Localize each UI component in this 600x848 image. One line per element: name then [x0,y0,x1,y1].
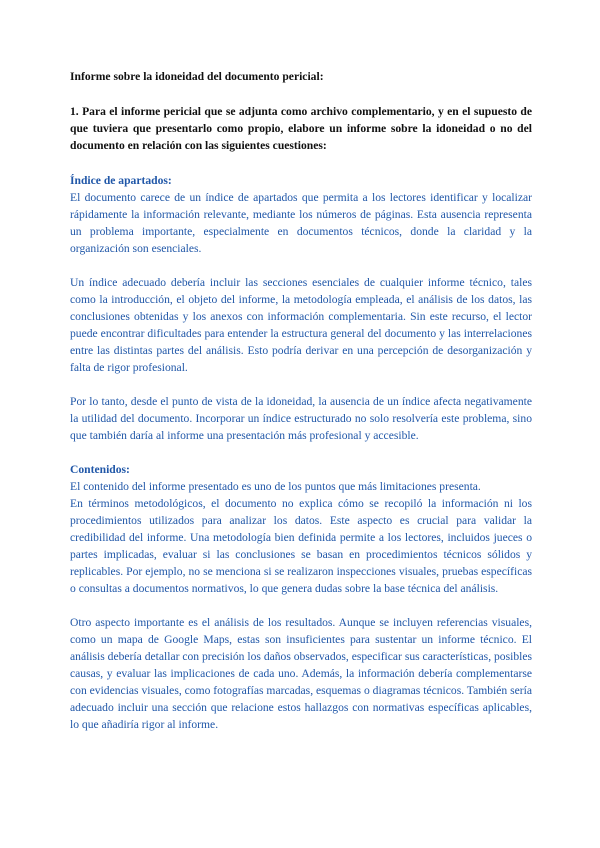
document-title: Informe sobre la idoneidad del documento pericial: [70,70,324,83]
paragraph: Por lo tanto, desde el punto de vista de la idoneidad, la ausencia de un índice afecta negativamente la utilidad del documento. Incorporar un índice estructurado no solo resolvería este problema, sino que también daría al informe una presentación más profesional y accesible. [70,395,532,442]
paragraph: Un índice adecuado debería incluir las secciones esenciales de cualquier informe técnico, tales como la introducción, el objeto del informe, la metodología empleada, el análisis de los datos, las conclusiones obtenidas y los anexos con información complementaria. Sin este recurso, el lector puede encontrar dificultades para entender la estructura general del documento y las interrelaciones entre las distintas partes del análisis. Esto podría derivar en una percepción de desorganización y falta de rigor profesional. [70,276,532,374]
intro-paragraph: 1. Para el informe pericial que se adjunta como archivo complementario, y en el supuesto de que tuviera que presentarlo como propio, elabore un informe sobre la idoneidad o no del documento en relación con las siguientes cuestiones: [70,105,532,152]
section-heading-indice: Índice de apartados: [70,174,172,187]
section-indice-de-apartados [70,172,532,444]
paragraph: El contenido del informe presentado es uno de los puntos que más limitaciones presenta. [70,480,481,493]
section-heading-contenidos: Contenidos: [70,463,130,476]
paragraph: En términos metodológicos, el documento no explica cómo se recopiló la información ni los procedimientos utilizados para analizar los datos. Este aspecto es crucial para validar la credibilidad del informe. Una metodología bien definida permite a los lectores, incluidos jueces o partes implicadas, evaluar si las conclusiones se basan en procedimientos técnicos sólidos y replicables. Por ejemplo, no se menciona si se realizaron inspecciones visuales, pruebas específicas o consultas a documentos normativos, lo que genera dudas sobre la base técnica del análisis. [70,497,532,595]
paragraph: El documento carece de un índice de apartados que permita a los lectores identificar y localizar rápidamente la información relevante, mediante los números de páginas. Esta ausencia representa un problema importante, especialmente en documentos técnicos, donde la claridad y la organización son esenciales. [70,191,532,255]
section-contenidos [70,461,532,733]
paragraph: Otro aspecto importante es el análisis de los resultados. Aunque se incluyen referencias visuales, como un mapa de Google Maps, estas son insuficientes para sustentar un informe técnico. El análisis debería detallar con precisión los daños observados, especificar sus características, posibles causas, y evaluar las implicaciones de cada uno. Además, la información debería complementarse con evidencias visuales, como fotografías marcadas, esquemas o diagramas técnicos. También sería adecuado incluir una sección que relacione estos hallazgos con normativas específicas aplicables, lo que añadiría rigor al informe. [70,616,532,731]
